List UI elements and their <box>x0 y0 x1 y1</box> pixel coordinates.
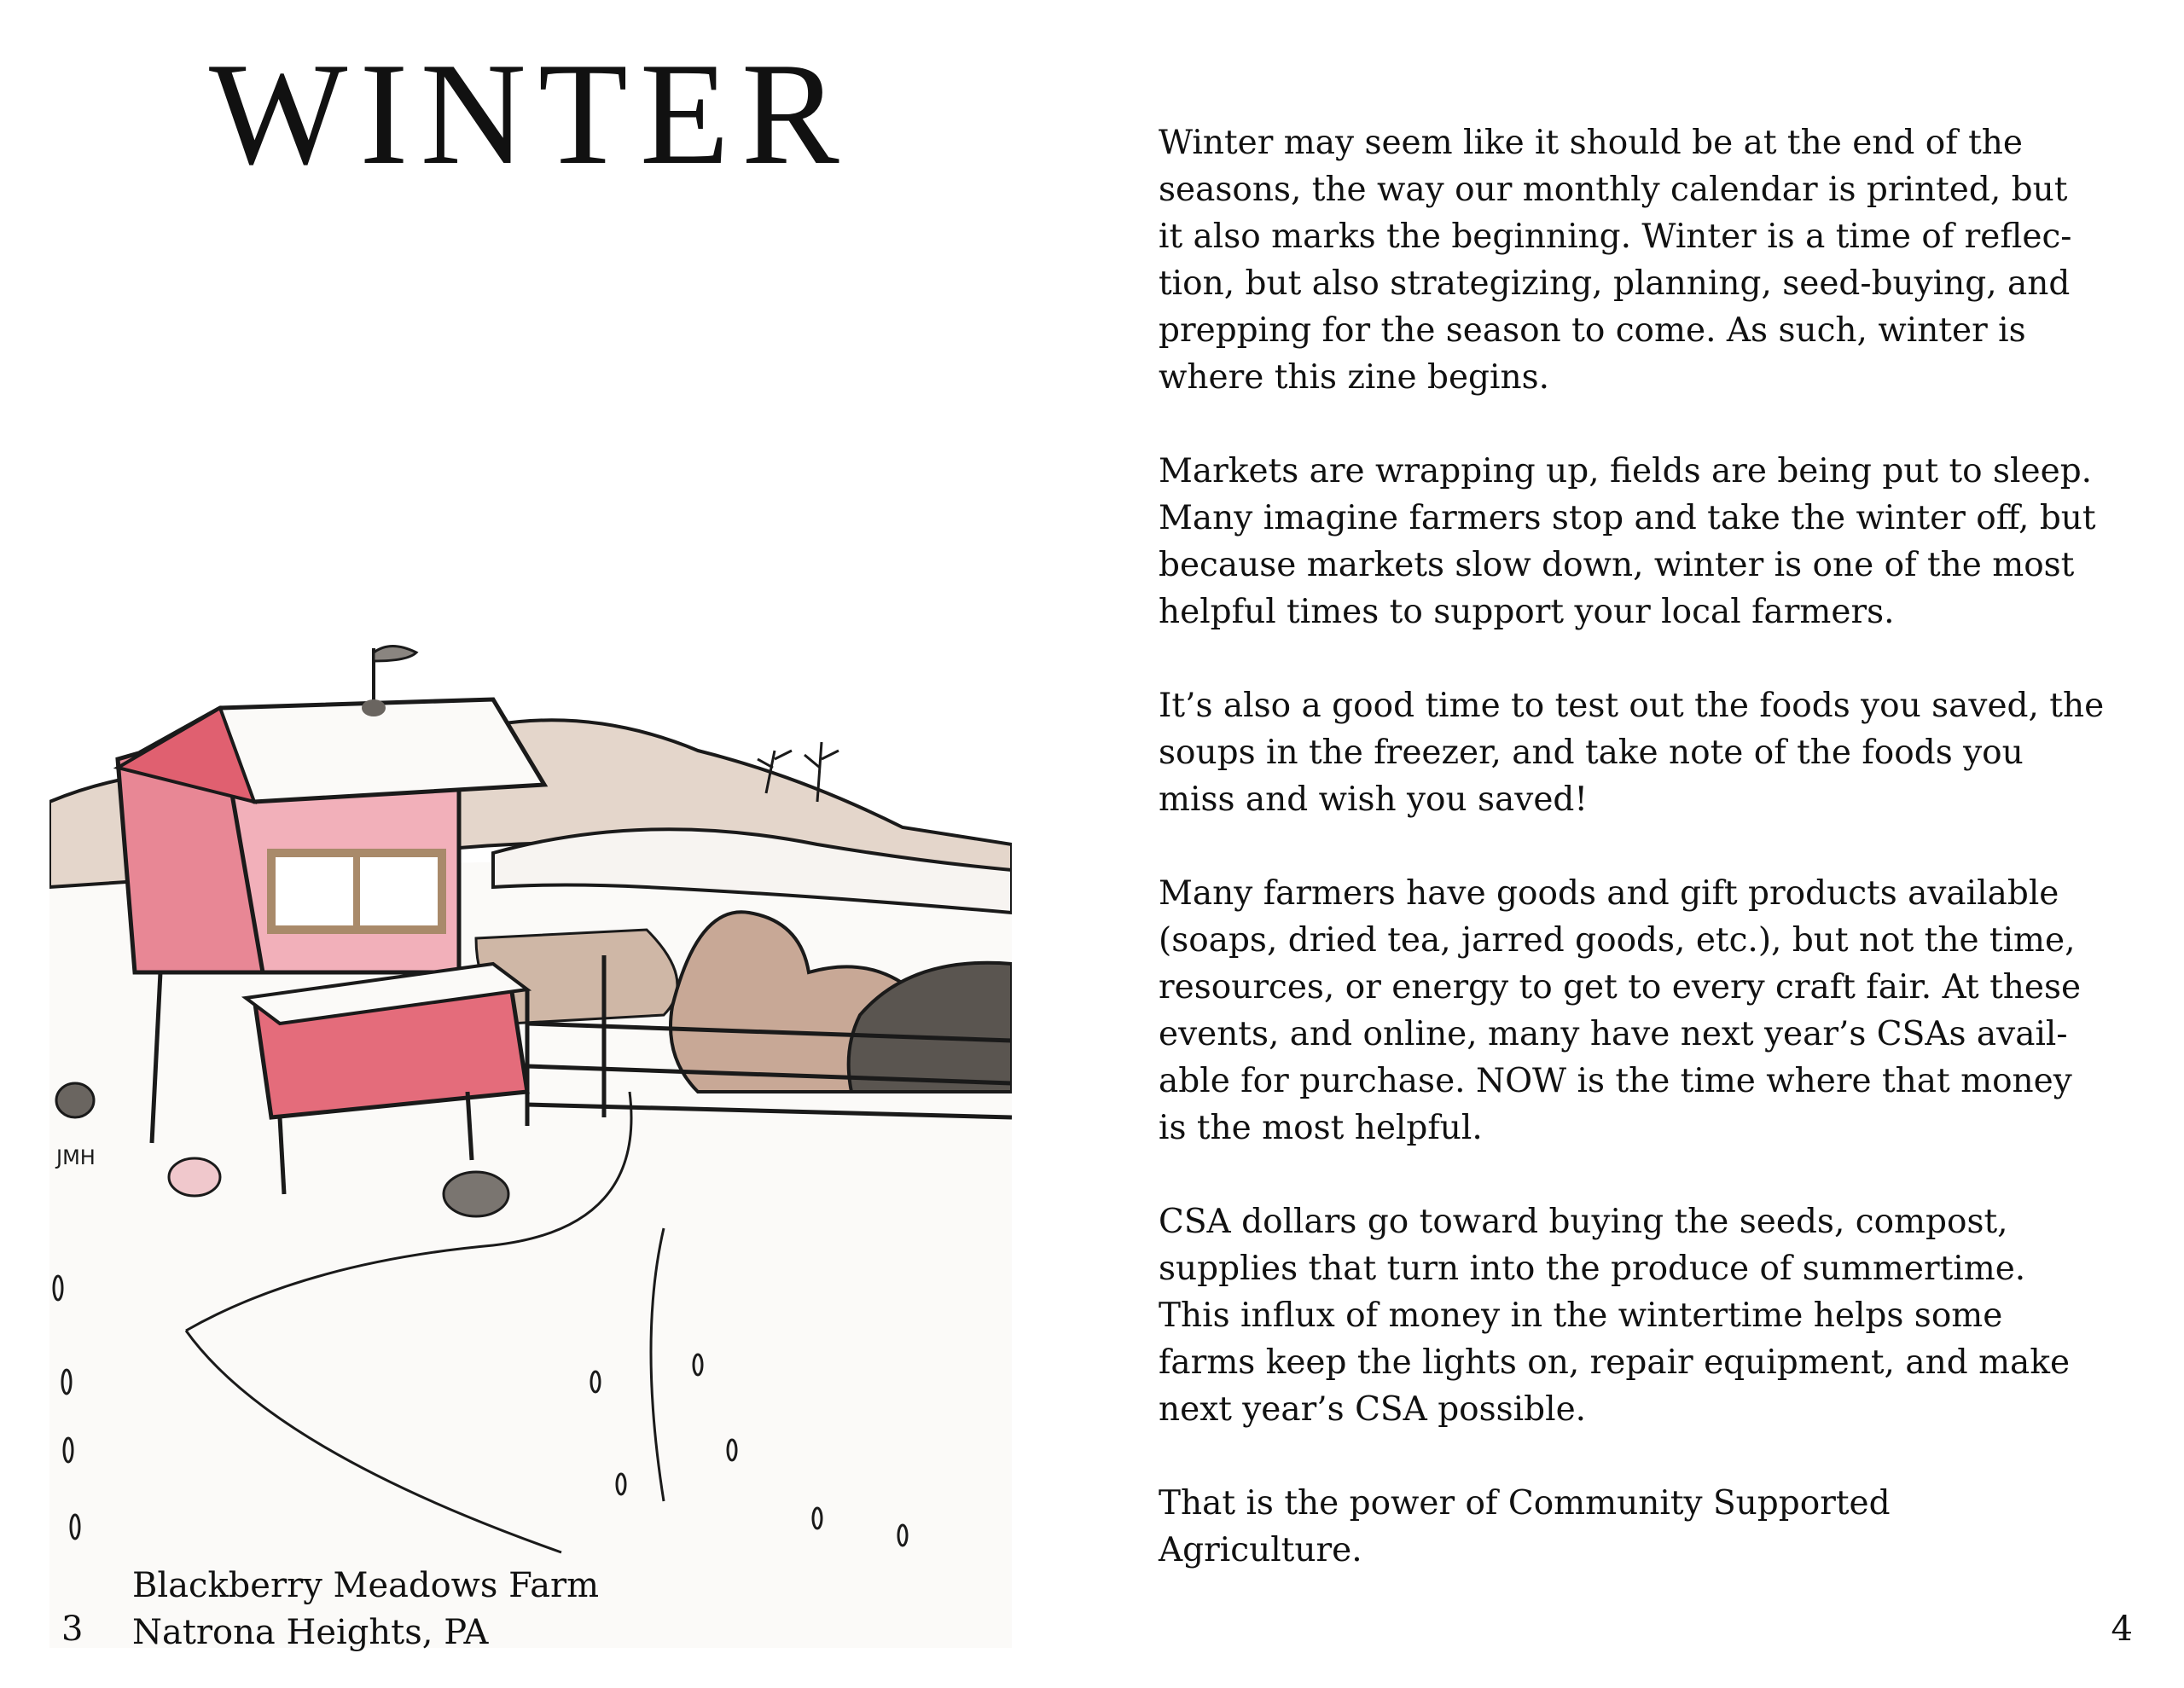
paragraph-5 <box>1159 1198 2165 1433</box>
text-line: This influx of money in the wintertime helps some <box>1159 1296 2003 1335</box>
text-line: next year’s CSA possible. <box>1159 1390 1587 1429</box>
page-number-left: 3 <box>61 1610 84 1649</box>
text-line: Many farmers have goods and gift products available <box>1159 874 2059 913</box>
text-line: It’s also a good time to test out the foods you saved, the <box>1159 687 2105 725</box>
text-line: soups in the freezer, and take note of the foods you <box>1159 734 2024 772</box>
text-line: because markets slow down, winter is one of the most <box>1159 546 2075 584</box>
page-title: WINTER <box>209 33 851 195</box>
farm-illustration <box>49 614 1012 1648</box>
text-line: CSA dollars go toward buying the seeds, compost, <box>1159 1203 2008 1241</box>
text-line: helpful times to support your local farmers. <box>1159 593 1895 631</box>
text-line: Winter may seem like it should be at the end of the <box>1159 124 2023 162</box>
text-line: resources, or energy to get to every craft fair. At these <box>1159 968 2082 1006</box>
text-line: where this zine begins. <box>1159 358 1550 397</box>
text-line: (soaps, dried tea, jarred goods, etc.), but not the time, <box>1159 921 2076 960</box>
text-line: Markets are wrapping up, fields are being put to sleep. <box>1159 452 2093 490</box>
text-line: it also marks the beginning. Winter is a time of reflec- <box>1159 218 2072 256</box>
text-line: miss and wish you saved! <box>1159 780 1589 819</box>
paragraph-1 <box>1159 119 2165 401</box>
text-line: Many imagine farmers stop and take the winter off, but <box>1159 499 2096 537</box>
text-line: is the most helpful. <box>1159 1109 1483 1147</box>
text-line: Agriculture. <box>1159 1531 1362 1569</box>
paragraph-6 <box>1159 1480 2165 1574</box>
text-line: seasons, the way our monthly calendar is printed, but <box>1159 171 2068 209</box>
paragraph-3 <box>1159 682 2165 823</box>
caption-farm-name: Blackberry Meadows Farm <box>132 1566 600 1605</box>
text-line: events, and online, many have next year’s CSAs avail- <box>1159 1015 2068 1053</box>
text-line: That is the power of Community Supported <box>1159 1484 1891 1523</box>
text-line: farms keep the lights on, repair equipment, and make <box>1159 1343 2071 1382</box>
text-line: tion, but also strategizing, planning, seed-buying, and <box>1159 264 2071 303</box>
page-number-right: 4 <box>2111 1610 2133 1649</box>
text-line: able for purchase. NOW is the time where that money <box>1159 1062 2072 1100</box>
body-text <box>1159 119 2165 1621</box>
text-line: prepping for the season to come. As such, winter is <box>1159 311 2026 350</box>
caption-location: Natrona Heights, PA <box>132 1613 489 1652</box>
text-line: supplies that turn into the produce of summertime. <box>1159 1250 2026 1288</box>
paragraph-4 <box>1159 870 2165 1151</box>
artist-signature: JMH <box>56 1146 96 1169</box>
right-page <box>1092 0 2184 1688</box>
photo-caption <box>132 1563 599 1656</box>
paragraph-2 <box>1159 448 2165 635</box>
